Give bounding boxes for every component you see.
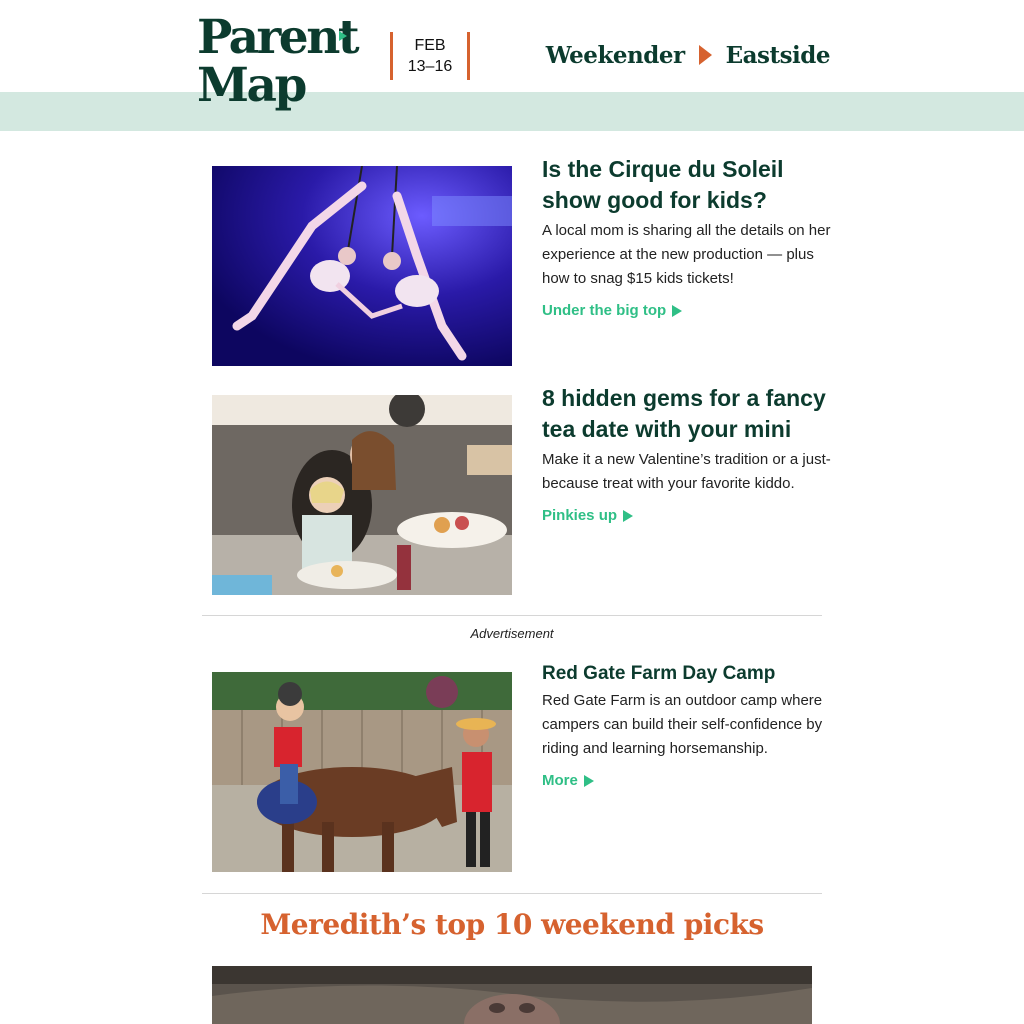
play-triangle-icon xyxy=(584,775,594,787)
logo-word-parent: Parent xyxy=(197,10,358,65)
article-text xyxy=(542,156,832,321)
logo-word-map: Map xyxy=(197,58,305,113)
ad-red-gate-farm xyxy=(212,663,824,872)
issue-month: FEB xyxy=(414,37,446,54)
issue-date xyxy=(390,32,470,80)
logo-arrow-icon xyxy=(339,31,347,41)
region-name: Eastside xyxy=(725,41,830,69)
header-band xyxy=(0,92,1024,131)
newsletter-name: Weekender xyxy=(545,41,685,69)
article-tea xyxy=(212,385,831,595)
advertisement-label: Advertisement xyxy=(470,626,554,641)
article-cirque xyxy=(212,156,831,366)
ad-text xyxy=(542,663,832,791)
ad-description: Red Gate Farm is an outdoor camp where campers can build their self-confidence by riding and learning horsemanship. xyxy=(542,692,823,757)
picks-heading: Meredith’s top 10 weekend picks xyxy=(260,908,764,941)
article-title[interactable]: Is the Cirque du Soleil show good for kids? xyxy=(542,156,784,213)
divider xyxy=(202,615,822,616)
article-description: Make it a new Valentine’s tradition or a just-because treat with your favorite kiddo. xyxy=(542,451,831,492)
issue-days: 13–16 xyxy=(407,58,453,75)
newsletter-header xyxy=(0,0,1024,113)
edition-label xyxy=(546,40,830,70)
pinkies-up-link[interactable] xyxy=(542,506,633,526)
separator-triangle-icon xyxy=(699,45,712,65)
article-description: A local mom is sharing all the details on her experience at the new production — plus how to snag $15 kids tickets! xyxy=(542,222,831,287)
more-link[interactable] xyxy=(542,771,594,791)
play-triangle-icon xyxy=(672,305,682,317)
under-the-big-top-link[interactable] xyxy=(542,301,682,321)
parentmap-logo[interactable] xyxy=(197,10,367,113)
article-title[interactable]: 8 hidden gems for a fancy tea date with your mini xyxy=(542,385,826,442)
divider xyxy=(202,893,822,894)
play-triangle-icon xyxy=(623,510,633,522)
cta-label: More xyxy=(542,772,578,789)
farm-camp-photo[interactable] xyxy=(212,672,512,872)
cta-label: Pinkies up xyxy=(542,507,618,524)
cta-label: Under the big top xyxy=(542,302,667,319)
picks-feature-photo[interactable] xyxy=(212,966,812,1024)
article-text xyxy=(542,385,832,526)
tea-photo[interactable] xyxy=(212,395,512,595)
ad-title[interactable]: Red Gate Farm Day Camp xyxy=(542,663,776,684)
cirque-photo[interactable] xyxy=(212,166,512,366)
